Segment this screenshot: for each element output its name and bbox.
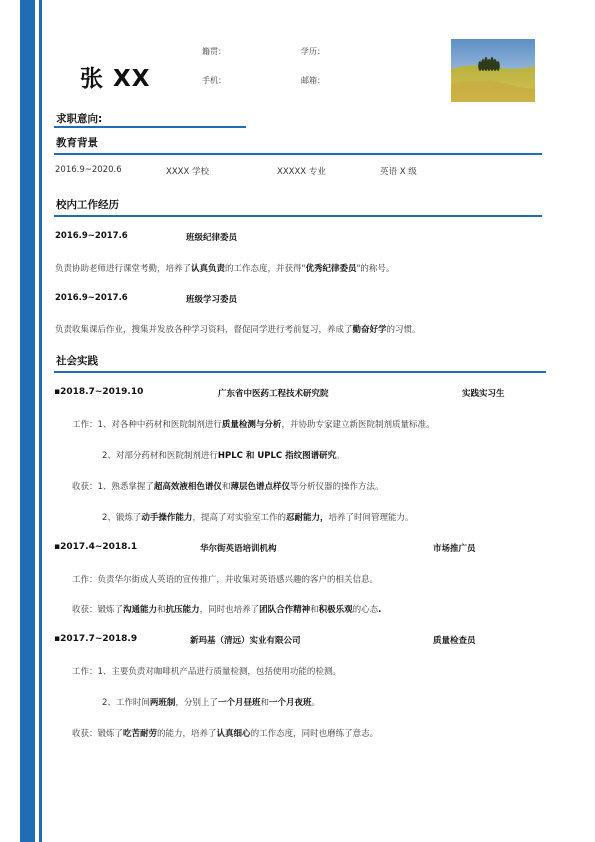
job-org: 华尔街英语培训机构 (200, 544, 277, 554)
campus-item-desc: 负责协助老师进行课堂考勤，培养了认真负责的工作态度，并获得"优秀纪律委员"的称号。 (55, 264, 395, 274)
job-detail-line: 工作：负责华尔街成人英语的宣传推广，并收集对英语感兴趣的客户的相关信息。 (72, 575, 379, 585)
job-detail-line: 收获：锻炼了沟通能力和抗压能力，同时也培养了团队合作精神和积极乐观的心态. (72, 605, 382, 615)
education-school: XXXX 学校 (166, 167, 209, 177)
education-english: 英语 X 级 (380, 167, 417, 177)
left-accent-line (39, 0, 42, 842)
social-heading: 社会实践 (56, 355, 98, 367)
job-detail-line: 工作：1、主要负责对咖啡机产品进行质量检测，包括使用功能的检测。 (72, 667, 341, 677)
left-accent-bar (20, 0, 35, 842)
email-label: 邮箱： (301, 76, 325, 85)
campus-item-date: 2016.9~2017.6 (55, 293, 128, 303)
education-heading: 教育背景 (56, 137, 98, 149)
job-position: 实践实习生 (462, 389, 505, 399)
campus-heading: 校内工作经历 (56, 199, 119, 211)
job-detail-line: 2、工作时间两班制，分别上了一个月昼班和一个月夜班。 (102, 698, 321, 708)
job-org: 新玛基（清远）实业有限公司 (190, 636, 301, 646)
objective-heading: 求职意向: (56, 113, 103, 125)
education-period: 2016.9~2020.6 (55, 165, 122, 175)
phone-label: 手机： (202, 76, 226, 85)
job-position: 市场推广员 (433, 544, 476, 554)
job-entry-bullet: ▪2017.7~2018.9 (54, 634, 138, 644)
job-detail-line: 2、对部分药材和医院制剂进行HPLC 和 UPLC 指纹图谱研究。 (102, 451, 345, 461)
campus-rule (54, 215, 542, 217)
objective-rule (54, 126, 246, 128)
profile-photo (451, 39, 535, 102)
education-rule (54, 153, 542, 155)
job-detail-line: 2、锻炼了动手操作能力，提高了对实验室工作的忍耐能力，培养了时间管理能力。 (102, 513, 414, 523)
campus-item-role: 班级纪律委员 (186, 233, 238, 243)
candidate-name: 张 XX (80, 66, 151, 92)
campus-item-role: 班级学习委员 (186, 295, 238, 305)
job-entry-bullet: ▪2017.4~2018.1 (54, 542, 138, 552)
job-entry-bullet: ▪2018.7~2019.10 (54, 387, 144, 397)
native-place-label: 籍贯： (202, 47, 226, 56)
campus-item-desc: 负责收集课后作业，搜集并发放各种学习资料，督促同学进行考前复习，养成了勤奋好学的习惯。 (55, 325, 421, 335)
job-org: 广东省中医药工程技术研究院 (218, 389, 329, 399)
campus-item-date: 2016.9~2017.6 (55, 231, 128, 241)
social-rule (54, 371, 546, 373)
job-detail-line: 工作：1、对各种中药材和医院制剂进行质量检测与分析，并协助专家建立新医院制剂质量标准。 (72, 420, 435, 430)
job-position: 质量检查员 (433, 636, 476, 646)
education-major: XXXXX 专业 (277, 167, 326, 177)
job-detail-line: 收获：1、熟悉掌握了超高效液相色谱仪和薄层色谱点样仪等分析仪器的操作方法。 (72, 482, 384, 492)
education-label: 学历： (301, 47, 325, 56)
job-detail-line: 收获：锻炼了吃苦耐劳的能力，培养了认真细心的工作态度，同时也磨练了意志。 (72, 729, 379, 739)
